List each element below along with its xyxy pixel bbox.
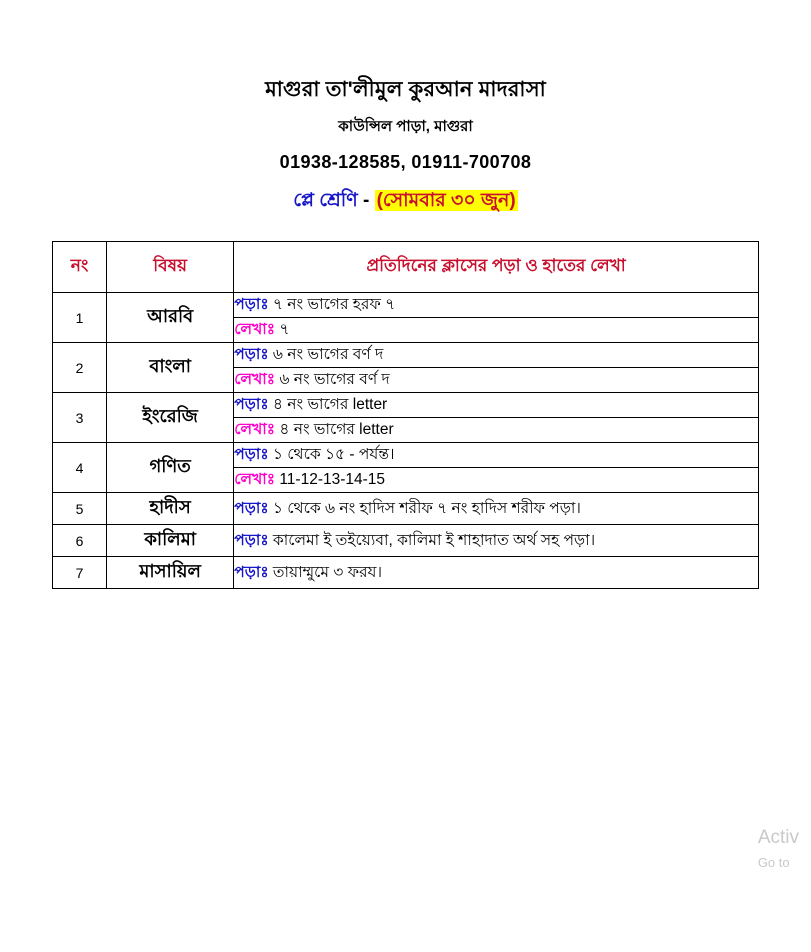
row-subject: হাদীস	[107, 493, 234, 525]
row-subject: ইংরেজি	[107, 393, 234, 443]
table-body	[53, 293, 759, 589]
table-row	[53, 493, 759, 525]
row-content-line	[234, 557, 759, 589]
line-label: লেখাঃ	[234, 321, 276, 339]
school-address: কাউন্সিল পাড়া, মাগুরা	[338, 118, 473, 136]
activation-watermark	[758, 827, 799, 870]
row-content-line	[234, 493, 759, 525]
line-text: 11-12-13-14-15	[279, 471, 386, 489]
row-content-line	[234, 293, 759, 318]
column-header-subject: বিষয়	[107, 242, 234, 293]
routine-table	[52, 241, 759, 589]
line-text: ৭	[279, 321, 290, 339]
column-header-content: প্রতিদিনের ক্লাসের পড়া ও হাতের লেখা	[234, 242, 759, 293]
column-header-no: নং	[53, 242, 107, 293]
table-row	[53, 557, 759, 589]
row-subject: বাংলা	[107, 343, 234, 393]
class-date-line	[0, 186, 811, 218]
line-text: ৭ নং ভাগের হরফ ৭	[272, 296, 396, 314]
document-header	[0, 0, 811, 218]
row-subject: আরবি	[107, 293, 234, 343]
table-row	[53, 525, 759, 557]
table-row	[53, 393, 759, 418]
row-number: 4	[53, 443, 107, 493]
row-number: 7	[53, 557, 107, 589]
line-label: পড়াঃ	[234, 346, 269, 364]
table-row	[53, 443, 759, 468]
line-label: পড়াঃ	[234, 499, 269, 517]
watermark-subtitle: Go to	[757, 855, 790, 870]
row-subject: মাসায়িল	[107, 557, 234, 589]
line-text: কালেমা ই তইয়্যেবা, কালিমা ই শাহাদাত অর্থ সহ পড়া।	[272, 531, 596, 549]
line-label: লেখাঃ	[234, 421, 276, 439]
line-label: লেখাঃ	[234, 371, 276, 389]
row-content-line	[234, 443, 759, 468]
row-number: 6	[53, 525, 107, 557]
class-label: প্লে শ্রেণি	[293, 190, 358, 212]
line-label: লেখাঃ	[234, 471, 276, 489]
line-text: ১ থেকে ৬ নং হাদিস শরীফ ৭ নং হাদিস শরীফ পড়া।	[272, 499, 581, 517]
row-number: 3	[53, 393, 107, 443]
table-row	[53, 343, 759, 368]
date-highlight: (সোমবার ৩০ জুন)	[376, 190, 516, 212]
line-text: ৬ নং ভাগের বর্ণ দ	[279, 371, 390, 389]
line-label: পড়াঃ	[234, 296, 269, 314]
class-dash: -	[362, 190, 370, 212]
row-content-line	[234, 468, 759, 493]
table-row	[53, 293, 759, 318]
row-content-line	[234, 525, 759, 557]
line-text: ৬ নং ভাগের বর্ণ দ	[272, 346, 384, 364]
line-label: পড়াঃ	[234, 563, 269, 581]
row-content-line	[234, 418, 759, 443]
row-content-line	[234, 318, 759, 343]
row-content-line	[234, 393, 759, 418]
line-label: পড়াঃ	[234, 446, 269, 464]
row-content-line	[234, 368, 759, 393]
line-text: ৪ নং ভাগের letter	[272, 396, 388, 414]
line-label: পড়াঃ	[234, 531, 269, 549]
row-subject: গণিত	[107, 443, 234, 493]
school-name: মাগুরা তা'লীমুল কুরআন মাদরাসা	[265, 78, 546, 101]
row-subject: কালিমা	[107, 525, 234, 557]
table-head	[53, 242, 759, 293]
watermark-title: Activ	[757, 827, 799, 849]
line-text: তায়াম্মুমে ৩ ফরয।	[272, 563, 383, 581]
school-phone: 01938-128585, 01911-700708	[279, 152, 532, 173]
line-text: ৪ নং ভাগের letter	[279, 421, 394, 439]
row-content-line	[234, 343, 759, 368]
line-text: ১ থেকে ১৫ - পর্যন্ত।	[272, 446, 395, 464]
table-header-row	[53, 242, 759, 293]
row-number: 1	[53, 293, 107, 343]
line-label: পড়াঃ	[234, 396, 269, 414]
row-number: 2	[53, 343, 107, 393]
row-number: 5	[53, 493, 107, 525]
